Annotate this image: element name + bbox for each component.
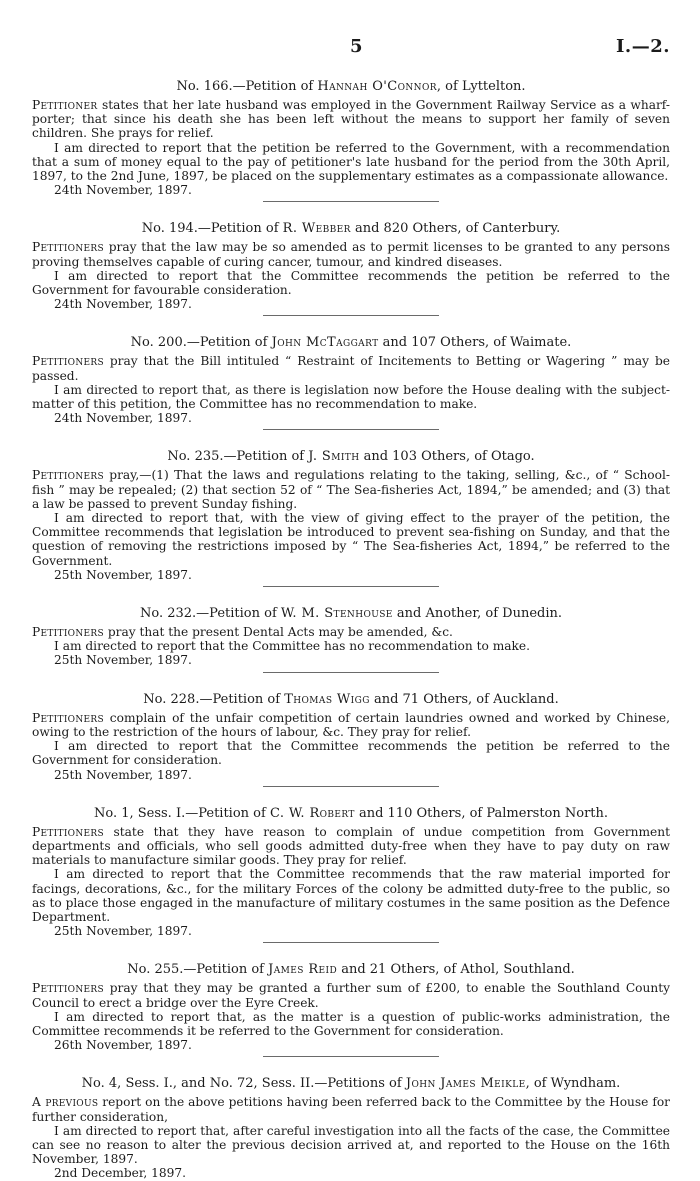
section-divider <box>263 315 439 316</box>
petitioner-name: James Reid <box>268 962 338 978</box>
statement-lead: Petitioners <box>32 981 104 996</box>
petitioner-name: John McTaggart <box>271 335 379 351</box>
page-number: 5 <box>350 36 363 57</box>
committee-report: I am directed to report that, as the matter is a question of public-works administration, the Committee recommends it be referred to the Government for consideration. <box>32 1009 670 1038</box>
section-divider <box>263 942 439 943</box>
petition-title <box>32 448 670 465</box>
statement-lead: Petitioners <box>32 710 104 725</box>
petition-title-prefix: No. 228.—Petition of <box>143 691 281 707</box>
committee-report: I am directed to report that, after careful investigation into all the facts of the case, the Committee can see no reason to alter the previous decision arrived at, and reported to the House on the 16th November, 1897. <box>32 1123 670 1167</box>
petition-title <box>32 220 670 237</box>
report-date: 2nd December, 1897. <box>54 1166 186 1181</box>
petition-title-suffix: and 71 Others, of Auckland. <box>369 691 559 707</box>
petition-title <box>32 334 670 351</box>
petitioner-name: Hannah O'Connor <box>317 79 437 94</box>
statement-text: pray that the Bill intituled “ Restraint of Incitements to Betting or Wagering ” may be passed. <box>32 354 670 383</box>
petition-title <box>32 1075 670 1092</box>
statement-text: pray,—(1) That the laws and regulations relating to the taking, selling, &c., of “ School-fish ” may be repealed; (2) that section 52 of “ The Sea-fisheries Act, 1894,” be amended; and (3) that a law be passed to prevent Sunday fishing. <box>32 468 670 511</box>
petition-statement <box>32 711 670 739</box>
statement-lead: Petitioner <box>32 98 98 112</box>
statement-text: pray that the present Dental Acts may be amended, &c. <box>103 625 453 640</box>
report-date: 24th November, 1897. <box>54 411 192 426</box>
report-date: 25th November, 1897. <box>54 767 192 782</box>
petition-entry <box>32 78 670 202</box>
report-date: 25th November, 1897. <box>54 653 192 668</box>
petitioner-name: J. Smith <box>308 449 360 465</box>
statement-lead: A previous <box>32 1095 99 1110</box>
statement-text: pray that the law may be so amended as to permit licenses to be granted to any persons proving themselves capable of curing cancer, tumour, and kindred diseases. <box>32 240 670 269</box>
statement-text: pray that they may be granted a further sum of £200, to enable the Southland County Council to erect a bridge over the Eyre Creek. <box>32 981 670 1010</box>
petition-title-prefix: No. 232.—Petition of <box>139 606 277 622</box>
section-divider <box>263 429 439 430</box>
petition-title-suffix: and 21 Others, of Athol, Southland. <box>337 962 575 978</box>
petition-title-suffix: and 820 Others, of Canterbury. <box>350 221 561 237</box>
statement-lead: Petitioners <box>32 468 104 483</box>
section-divider <box>263 1056 439 1057</box>
petition-title <box>32 691 670 708</box>
petition-title-prefix: No. 200.—Petition of <box>130 335 268 351</box>
petition-entry <box>32 805 670 944</box>
petitioner-name: R. Webber <box>282 221 351 237</box>
petition-title-suffix: and 103 Others, of Otago. <box>359 449 535 465</box>
petition-title-prefix: No. 166.—Petition of <box>176 79 314 94</box>
report-date: 25th November, 1897. <box>54 924 192 939</box>
statement-lead: Petitioners <box>32 824 104 839</box>
petition-title <box>32 961 670 978</box>
petition-statement <box>32 98 670 141</box>
petition-entry <box>32 961 670 1057</box>
petition-title-prefix: No. 4, Sess. I., and No. 72, Sess. II.—Petitions of <box>81 1076 402 1092</box>
report-date: 25th November, 1897. <box>54 567 192 582</box>
committee-report: I am directed to report that, with the view of giving effect to the prayer of the petition, the Committee recommends that legislation be introduced to prevent sea-fishing on Sunday, and that the question of removing the restrictions imposed by “ The Sea-fisheries Act, 1894,” be referred to the Government. <box>32 511 670 568</box>
petition-statement <box>32 825 670 868</box>
statement-lead: Petitioners <box>32 240 104 255</box>
report-date: 26th November, 1897. <box>54 1038 192 1053</box>
statement-text: state that they have reason to complain of undue competition from Government departments and officials, who sell goods admitted duty-free when they have to pay duty on raw materials to manufacture similar goods. They pray for relief. <box>32 824 670 868</box>
petitioner-name: John James Meikle <box>405 1076 526 1092</box>
committee-report: I am directed to report that the petition be referred to the Government, with a recommendation that a sum of money equal to the pay of petitioner's late husband for the period from the 30th April, 1897, to the 2nd June, 1897, be placed on the supplementary estimates as a compassionate allowance. <box>32 140 670 184</box>
document-code: I.—2. <box>616 36 670 57</box>
petition-title-prefix: No. 235.—Petition of <box>167 449 305 465</box>
petition-title <box>32 805 670 822</box>
petition-title-prefix: No. 1, Sess. I.—Petition of <box>93 805 266 821</box>
petition-title-prefix: No. 255.—Petition of <box>127 962 264 978</box>
petition-title-suffix: , of Lyttelton. <box>436 79 526 94</box>
petition-entry <box>32 605 670 673</box>
petition-statement <box>32 468 670 511</box>
committee-report: I am directed to report that the Committee recommends the petition be referred to the Government for consideration. <box>32 739 670 768</box>
statement-text: states that her late husband was employed in the Government Railway Service as a wharf-porter; that since his death she has been left without the means to support her family of seven children. She prays for relief. <box>32 98 670 141</box>
petition-statement <box>32 240 670 268</box>
page-header <box>32 20 670 60</box>
petitioner-name: W. M. Stenhouse <box>280 606 393 622</box>
petition-entry <box>32 1075 670 1180</box>
section-divider <box>263 201 439 202</box>
statement-text: report on the above petitions having been referred back to the Committee by the House for further consideration, <box>32 1095 670 1124</box>
petition-entry <box>32 334 670 430</box>
statement-text: complain of the unfair competition of certain laundries owned and worked by Chinese, owing to the restriction of the hours of labour, &c. They pray for relief. <box>32 710 670 739</box>
section-divider <box>263 786 439 787</box>
petitioner-name: Thomas Wigg <box>284 691 370 707</box>
petition-entry <box>32 448 670 587</box>
petition-title-suffix: , of Wyndham. <box>525 1076 621 1092</box>
petition-title-suffix: and 110 Others, of Palmerston North. <box>354 805 609 821</box>
section-divider <box>263 586 439 587</box>
committee-report: I am directed to report that the Committee has no recommendation to make. <box>54 639 531 654</box>
petition-statement <box>32 625 670 639</box>
petition-title-suffix: and 107 Others, of Waimate. <box>378 335 572 351</box>
committee-report: I am directed to report that, as there is legislation now before the House dealing with the subject-matter of this petition, the Committee has no recommendation to make. <box>32 382 670 412</box>
petition-statement <box>32 981 670 1009</box>
petition-entry <box>32 220 670 316</box>
statement-lead: Petitioners <box>32 625 104 640</box>
report-date: 24th November, 1897. <box>54 183 192 198</box>
committee-report: I am directed to report that the Committee recommends that the raw material imported for facings, decorations, &c., for the military Forces of the colony be admitted duty-free to the public, so as to place those engaged in the manufacture of military costumes in the same position as the Defence Department. <box>32 867 670 924</box>
petition-statement <box>32 1095 670 1123</box>
petition-title <box>32 605 670 622</box>
petition-title-prefix: No. 194.—Petition of <box>141 221 279 237</box>
petition-title <box>32 78 670 95</box>
petition-title-suffix: and Another, of Dunedin. <box>392 606 563 622</box>
committee-report: I am directed to report that the Committee recommends the petition be referred to the Government for favourable consideration. <box>32 268 670 298</box>
report-date: 24th November, 1897. <box>54 297 192 312</box>
section-divider <box>263 672 439 673</box>
petition-entry <box>32 691 670 787</box>
petitioner-name: C. W. Robert <box>269 805 355 821</box>
petition-statement <box>32 354 670 382</box>
statement-lead: Petitioners <box>32 354 104 369</box>
